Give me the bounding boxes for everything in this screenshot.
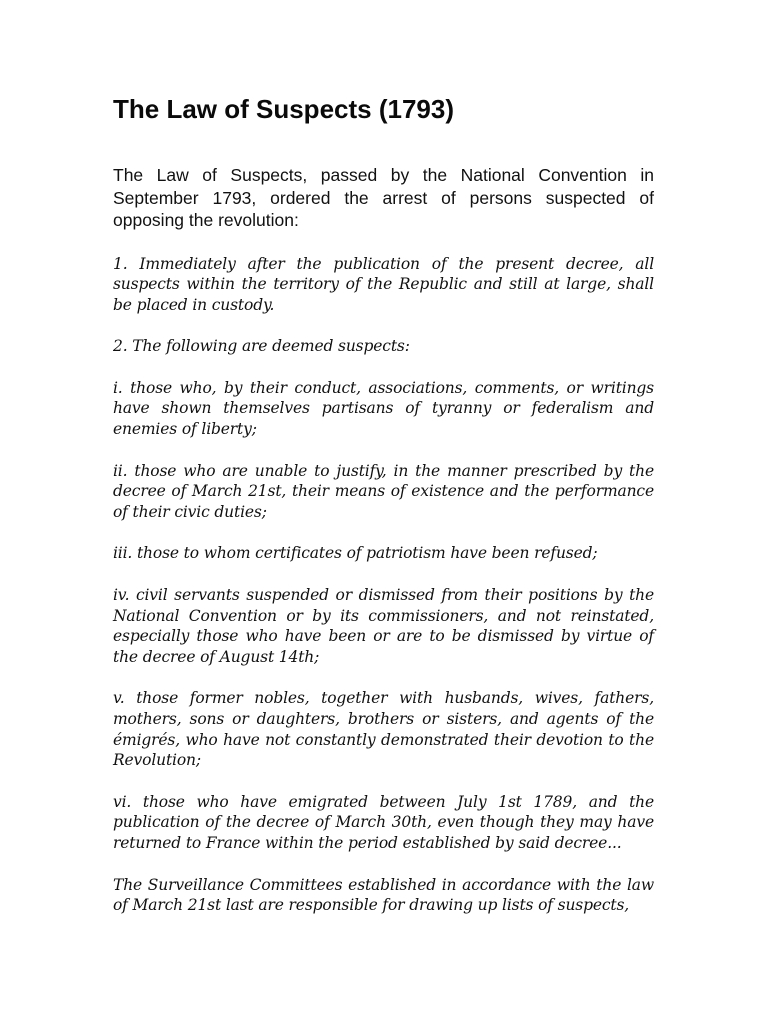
suspect-category-vi: vi. those who have emigrated between July 1st 1789, and the publication of the decree of March 30th, even though they may have returned to France within the period established by said decree... — [113, 792, 654, 852]
suspect-category-iv: iv. civil servants suspended or dismissed from their positions by the National Convention or by its commissioners, and not reinstated, especially those who have been or are to be dismissed by virtue of the decree of August 14th; — [113, 586, 654, 666]
decree-article-2: 2. The following are deemed suspects: — [113, 337, 410, 356]
surveillance-committees-paragraph: The Surveillance Committees established in accordance with the law of March 21st last are responsible for drawing up lists of suspects, — [113, 875, 654, 915]
suspect-category-ii: ii. those who are unable to justify, in the manner prescribed by the decree of March 21st, their means of existence and the performance of their civic duties; — [113, 461, 654, 521]
decree-article-1: 1. Immediately after the publication of the present decree, all suspects within the territory of the Republic and still at large, shall be placed in custody. — [113, 254, 654, 314]
intro-paragraph: The Law of Suspects, passed by the National Convention in September 1793, ordered the arrest of persons suspected of opposing the revolution: — [113, 165, 654, 230]
suspect-category-i: i. those who, by their conduct, associations, comments, or writings have shown themselves partisans of tyranny or federalism and enemies of liberty; — [113, 378, 654, 439]
suspect-category-iii: iii. those to whom certificates of patriotism have been refused; — [113, 544, 598, 563]
suspect-category-v: v. those former nobles, together with husbands, wives, fathers, mothers, sons or daughters, brothers or sisters, and agents of the émigrés, who have not constantly demonstrated their devotion to the Revolution; — [113, 689, 654, 770]
document-title: The Law of Suspects (1793) — [113, 94, 454, 124]
